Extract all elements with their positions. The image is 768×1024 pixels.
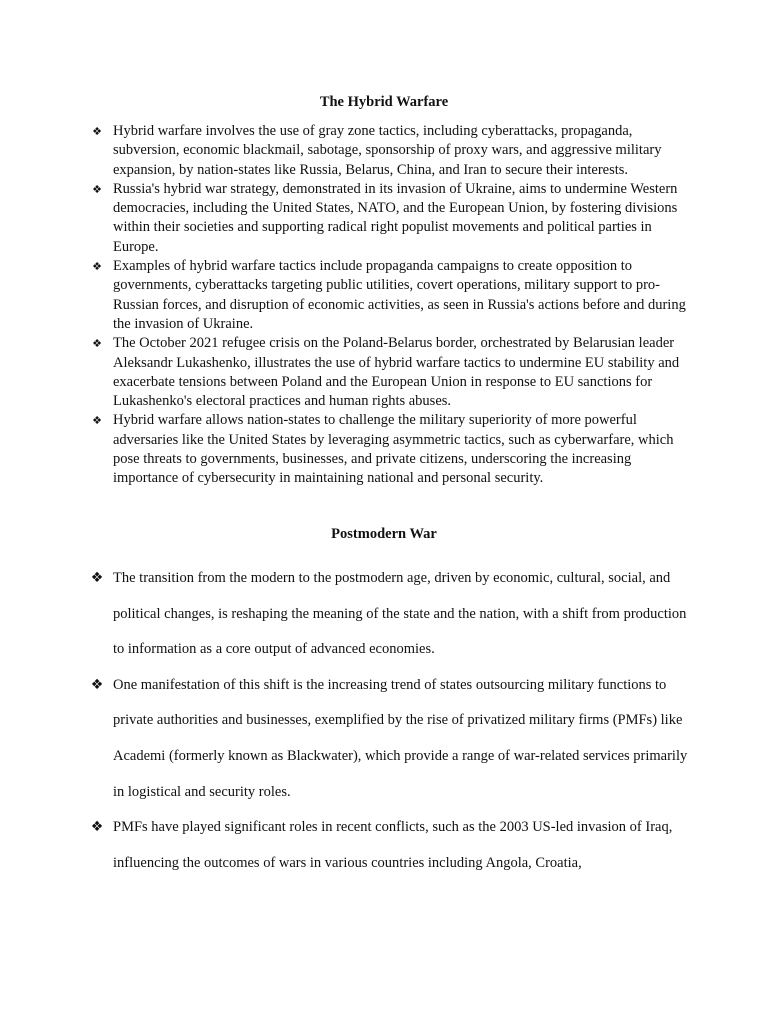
list-item [89,561,689,668]
section-title-hybrid-warfare: The Hybrid Warfare [319,94,449,110]
four-diamond-bullet-icon: ❖ [92,337,102,351]
four-diamond-bullet-icon: ❖ [92,182,102,196]
four-diamond-bullet-icon: ❖ [92,414,102,428]
list-item-text: The October 2021 refugee crisis on the Poland-Belarus border, orchestrated by Belarusian leader Aleksandr Lukashenko, illustrates the use of hybrid warfare tactics to undermine EU stability and exacerbate tensions between Poland and the European Union in response to EU sanctions for Lukashenko's electoral practices and human rights abuses. [113,335,680,410]
list-item [89,668,689,810]
postmodern-war-list [89,561,689,881]
list-item-text: Russia's hybrid war strategy, demonstrated in its invasion of Ukraine, aims to undermine Western democracies, including the United States, NATO, and the European Union, by fostering divisions within their societies and supporting radical right populist movements and political parties in Europe. [113,180,678,255]
four-diamond-bullet-icon: ❖ [90,676,104,693]
list-item [89,810,689,881]
list-item-text: PMFs have played significant roles in recent conflicts, such as the 2003 US-led invasion of Iraq, influencing the outcomes of wars in various countries including Angola, Croatia, [113,819,673,871]
list-item-text: Hybrid warfare allows nation-states to challenge the military superiority of more powerful adversaries like the United States by leveraging asymmetric tactics, such as cyberwarfare, which pose threats to governments, businesses, and private citizens, underscoring the increasing importance of cybersecurity in maintaining national and personal security. [113,412,674,487]
four-diamond-bullet-icon: ❖ [92,125,102,138]
list-item-text: The transition from the modern to the postmodern age, driven by economic, cultural, social, and political changes, is reshaping the meaning of the state and the nation, with a shift from production to information as a core output of advanced economies. [113,570,687,658]
list-item-text: Examples of hybrid warfare tactics include propaganda campaigns to create opposition to governments, cyberattacks targeting public utilities, covert operations, military support to pro-Russian forces, and disruption of economic activities, as seen in Russia's actions before and during the invasion of Ukraine. [113,258,686,332]
four-diamond-bullet-icon: ❖ [90,570,104,586]
four-diamond-bullet-icon: ❖ [90,819,104,836]
list-item [89,180,689,257]
list-item [89,257,689,334]
section-title-postmodern-war: Postmodern War [331,526,437,542]
hybrid-warfare-list [89,122,689,489]
list-item [89,122,689,180]
list-item [89,411,689,488]
list-item-text: Hybrid warfare involves the use of gray zone tactics, including cyberattacks, propaganda, subversion, economic blackmail, sabotage, sponsorship of proxy wars, and aggressive military expansion, by nation-states like Russia, Belarus, China, and Iran to secure their interests. [113,123,662,178]
list-item-text: One manifestation of this shift is the increasing trend of states outsourcing military functions to private authorities and businesses, exemplified by the rise of privatized military firms (PMFs) like Academi (formerly known as Blackwater), which provide a range of war-related services primarily in logistical and security roles. [113,676,688,800]
four-diamond-bullet-icon: ❖ [92,260,102,274]
list-item [89,334,689,411]
